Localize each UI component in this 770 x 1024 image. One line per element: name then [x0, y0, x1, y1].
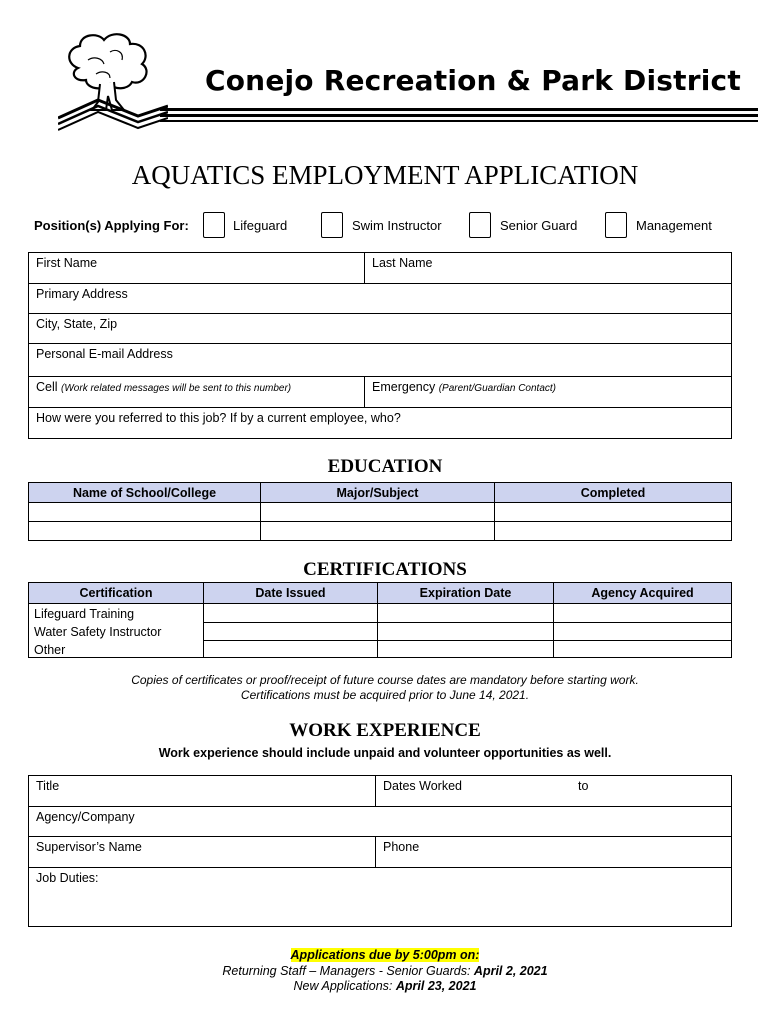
cert-col-certification-label: Certification — [79, 586, 153, 600]
certifications-title: CERTIFICATIONS — [303, 559, 467, 580]
cert-col-date-issued — [203, 582, 378, 604]
email-field[interactable] — [28, 343, 732, 377]
edu-col-completed-label: Completed — [580, 486, 646, 500]
management-checkbox[interactable] — [605, 212, 627, 238]
cell-hint: (Work related messages will be sent to this number) — [61, 383, 292, 394]
city-state-zip-field[interactable] — [28, 313, 732, 344]
cert-cell[interactable] — [377, 603, 554, 623]
cell-label: Cell — [36, 380, 58, 394]
cert-cell[interactable] — [203, 622, 378, 641]
cert-cell[interactable] — [377, 640, 554, 658]
positions-label: Position(s) Applying For: — [34, 218, 189, 233]
cert-col-certification — [28, 582, 204, 604]
edu-col-major-label: Major/Subject — [336, 486, 419, 500]
agency-field[interactable] — [28, 806, 732, 837]
edu-cell[interactable] — [494, 521, 732, 541]
referral-label: How were you referred to this job? If by a current employee, who? — [36, 411, 401, 425]
first-name-label: First Name — [36, 256, 98, 270]
phone-field[interactable] — [375, 836, 732, 868]
swim-instructor-checkbox[interactable] — [321, 212, 343, 238]
logo-stripes — [160, 108, 758, 128]
edu-col-school — [28, 482, 261, 503]
swim-instructor-label: Swim Instructor — [352, 218, 442, 233]
cell-field[interactable] — [28, 376, 365, 408]
cert-cell[interactable] — [553, 603, 732, 623]
page-title: AQUATICS EMPLOYMENT APPLICATION — [131, 160, 639, 190]
supervisor-label: Supervisor’s Name — [36, 840, 142, 854]
cert-cell[interactable] — [553, 640, 732, 658]
last-name-field[interactable] — [364, 252, 732, 284]
senior-guard-checkbox[interactable] — [469, 212, 491, 238]
lifeguard-checkbox[interactable] — [203, 212, 225, 238]
edu-col-school-label: Name of School/College — [72, 486, 217, 500]
cert-col-expiration — [377, 582, 554, 604]
emergency-hint: (Parent/Guardian Contact) — [438, 383, 556, 394]
referral-field[interactable] — [28, 407, 732, 439]
cert-cell[interactable] — [203, 640, 378, 658]
agency-label: Agency/Company — [36, 810, 135, 824]
edu-cell[interactable] — [260, 502, 495, 522]
last-name-label: Last Name — [372, 256, 433, 270]
primary-address-label: Primary Address — [36, 287, 128, 301]
footer-returning — [0, 964, 770, 978]
email-label: Personal E-mail Address — [36, 347, 173, 361]
emergency-label: Emergency — [372, 380, 436, 394]
cert-row-wsi: Water Safety Instructor — [34, 625, 162, 639]
cert-cell[interactable] — [203, 603, 378, 623]
org-name: Conejo Recreation & Park District — [205, 64, 741, 97]
cert-names-cell — [28, 603, 204, 658]
dates-worked-field[interactable] — [375, 775, 732, 807]
new-label: New Applications: — [293, 979, 396, 993]
first-name-field[interactable] — [28, 252, 365, 284]
cert-row-lifeguard: Lifeguard Training — [34, 607, 135, 621]
work-subtitle: Work experience should include unpaid and volunteer opportunities as well. — [158, 746, 612, 760]
work-title-field[interactable] — [28, 775, 376, 807]
education-title: EDUCATION — [327, 456, 443, 477]
tree-logo-icon — [58, 30, 168, 134]
edu-cell[interactable] — [260, 521, 495, 541]
cert-col-agency-label: Agency Acquired — [591, 586, 694, 600]
city-state-zip-label: City, State, Zip — [36, 317, 118, 331]
edu-cell[interactable] — [28, 521, 261, 541]
management-label: Management — [636, 218, 712, 233]
job-duties-label: Job Duties: — [36, 871, 99, 885]
new-date: April 23, 2021 — [395, 979, 477, 993]
phone-label: Phone — [383, 840, 420, 854]
due-highlight: Applications due by 5:00pm on: — [290, 948, 480, 962]
work-title: WORK EXPERIENCE — [289, 720, 481, 741]
lifeguard-label: Lifeguard — [233, 218, 288, 233]
cert-col-expiration-label: Expiration Date — [419, 586, 512, 600]
cert-cell[interactable] — [377, 622, 554, 641]
cert-col-date-issued-label: Date Issued — [255, 586, 326, 600]
cert-note-line1: Copies of certificates or proof/receipt of future course dates are mandatory before starting work. — [131, 673, 639, 687]
cert-cell[interactable] — [553, 622, 732, 641]
primary-address-field[interactable] — [28, 283, 732, 314]
dates-to-label: to — [578, 779, 589, 793]
edu-col-completed — [494, 482, 732, 503]
edu-cell[interactable] — [494, 502, 732, 522]
footer-new — [0, 979, 770, 993]
cert-col-agency — [553, 582, 732, 604]
footer-due — [0, 948, 770, 962]
emergency-field[interactable] — [364, 376, 732, 408]
dates-worked-label: Dates Worked — [383, 779, 462, 793]
work-title-label: Title — [36, 779, 60, 793]
edu-col-major — [260, 482, 495, 503]
returning-label: Returning Staff – Managers - Senior Guards: — [222, 964, 474, 978]
senior-guard-label: Senior Guard — [500, 218, 578, 233]
returning-date: April 2, 2021 — [473, 964, 548, 978]
edu-cell[interactable] — [28, 502, 261, 522]
job-duties-field[interactable] — [28, 867, 732, 927]
cert-note-line2: Certifications must be acquired prior to June 14, 2021. — [240, 688, 530, 702]
supervisor-field[interactable] — [28, 836, 376, 868]
cert-row-other: Other — [34, 643, 66, 657]
